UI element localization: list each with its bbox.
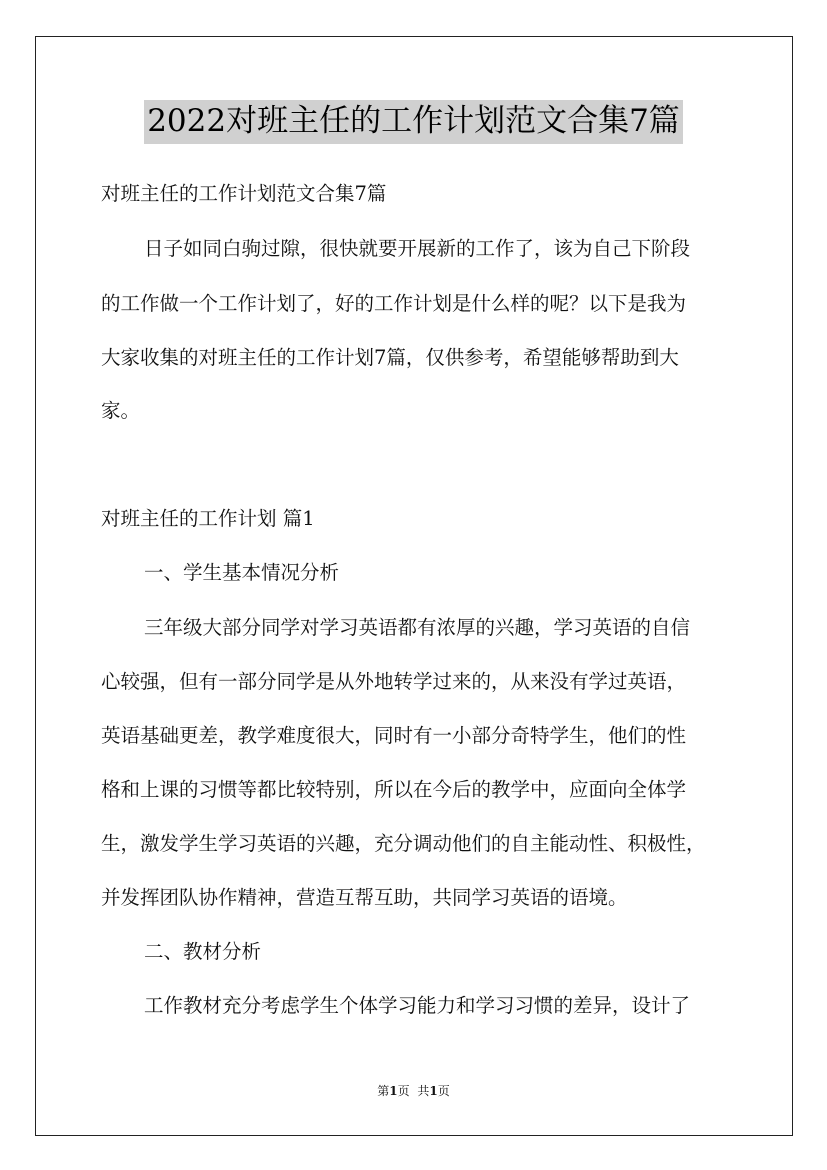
document-subtitle: 对班主任的工作计划范文合集7篇 [101,182,387,205]
title-container [0,100,827,144]
part2-line-1: 工作教材充分考虑学生个体学习能力和学习习惯的差异，设计了 [144,994,691,1017]
page-number: 1 [389,1084,398,1098]
page-footer [0,1083,827,1099]
intro-line-2: 的工作做一个工作计划了，好的工作计划是什么样的呢？以下是我为 [101,292,687,315]
intro-line-4: 家。 [101,399,141,422]
part1-line-6: 并发挥团队协作精神，营造互帮互助，共同学习英语的语境。 [101,886,628,909]
part1-line-3: 英语基础更差，教学难度很大，同时有一小部分奇特学生，他们的性 [101,724,687,747]
total-label-prefix: 共 [417,1084,430,1098]
section-heading: 对班主任的工作计划 篇1 [101,507,315,530]
part1-line-4: 格和上课的习惯等都比较特别，所以在今后的教学中，应面向全体学 [101,778,687,801]
part2-heading: 二、教材分析 [144,940,262,963]
page-label-prefix: 第 [377,1084,390,1098]
part1-line-1: 三年级大部分同学对学习英语都有浓厚的兴趣，学习英语的自信 [144,616,691,639]
intro-line-1: 日子如同白驹过隙，很快就要开展新的工作了，该为自己下阶段 [144,237,691,260]
document-title: 2022对班主任的工作计划范文合集7篇 [144,100,683,144]
total-label-suffix: 页 [437,1084,450,1098]
total-pages: 1 [429,1084,438,1098]
part1-line-5: 生，激发学生学习英语的兴趣，充分调动他们的自主能动性、积极性， [101,832,706,855]
intro-line-3: 大家收集的对班主任的工作计划7篇，仅供参考，希望能够帮助到大 [101,346,679,369]
page-label-suffix: 页 [397,1084,410,1098]
part1-line-2: 心较强，但有一部分同学是从外地转学过来的，从来没有学过英语， [101,670,687,693]
part1-heading: 一、学生基本情况分析 [144,561,340,584]
